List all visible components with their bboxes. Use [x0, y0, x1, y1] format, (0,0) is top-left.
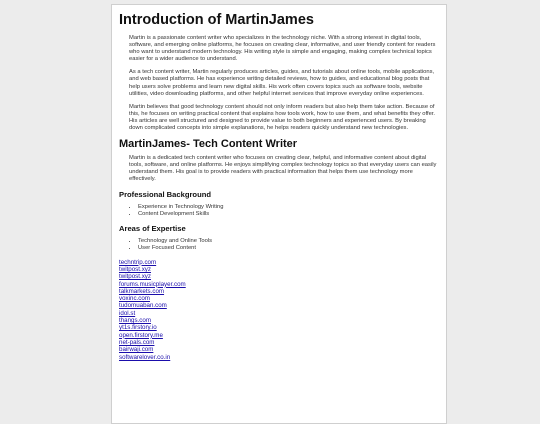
link-voxinc[interactable]: voxinc.com	[119, 295, 150, 303]
link-yt1s-firstory[interactable]: yt1s.firstory.io	[119, 324, 157, 332]
list-item: • Content Development Skills	[138, 211, 439, 218]
background-list	[119, 204, 439, 219]
link-forums-musicplayer[interactable]: forums.musicplayer.com	[119, 280, 186, 288]
link-thangs[interactable]: thangs.com	[119, 317, 151, 325]
intro-paragraph-3: Martin believes that good technology content should not only inform readers but also help them take action. Because of this, he focuses on writing practical content that explains how tools work, how to use them, and what benefits they offer. His articles are well structured and designed to provide value to both beginners and experienced users. By breaking down complicated concepts into simple explanations, he helps readers quickly understand new technologies.	[129, 103, 436, 132]
link-techntrip[interactable]: techntrip.com	[119, 258, 157, 266]
list-item: • Experience in Technology Writing	[138, 204, 439, 211]
background-heading: Professional Background	[119, 189, 211, 199]
intro-paragraph-2: As a tech content writer, Martin regularly produces articles, guides, and tutorials about online tools, mobile applications, and web based platforms. He has experience writing detailed reviews, how to guides, and educational blog posts that help users solve problems and learn new digital skills. His work often covers topics such as software tools, website utilities, video downloading platforms, and other helpful internet services that improve everyday online experiences.	[129, 69, 435, 97]
article-card	[111, 4, 447, 424]
link-tudomuaban[interactable]: tudomuaban.com	[119, 302, 167, 310]
section-title: MartinJames- Tech Content Writer	[119, 138, 298, 151]
link-bairwaji[interactable]: bairwaji.com	[119, 346, 154, 354]
list-item: • Technology and Online Tools	[138, 238, 439, 245]
link-open-firstory[interactable]: open.firstory.me	[119, 331, 163, 339]
page-title: Introduction of MartinJames	[119, 12, 314, 28]
link-idol[interactable]: idol.st	[119, 309, 136, 317]
link-softwarelover[interactable]: softwarelover.co.in	[119, 353, 171, 361]
section-paragraph: Martin is a dedicated tech content writer who focuses on creating clear, helpful, and informative content about digital tools, software, and online platforms. He enjoys simplifying complex technology topics so that everyday users can easily understand them. His goal is to provide readers with practical information that helps them use technology more effectively.	[129, 155, 437, 183]
link-list	[119, 259, 439, 361]
link-talkmarkets[interactable]: talkmarkets.com	[119, 287, 165, 295]
list-item: • User Focused Content	[138, 245, 439, 252]
expertise-heading: Areas of Expertise	[119, 224, 186, 234]
intro-paragraph-1: Martin is a passionate content writer who specializes in the technology niche. With a strong interest in digital tools, software, and emerging online platforms, he focuses on creating clear, informative, and user friendly content for readers who want to understand modern technology. His writing style is simple and engaging, making complex technical topics easier for a wider audience to understand.	[129, 35, 436, 63]
link-twitpost-1[interactable]: twitpost.xyz	[119, 265, 151, 273]
link-net-pals[interactable]: net-pals.com	[119, 338, 155, 346]
link-twitpost-2[interactable]: twitpost.xyz	[119, 273, 151, 281]
expertise-list	[119, 238, 439, 253]
